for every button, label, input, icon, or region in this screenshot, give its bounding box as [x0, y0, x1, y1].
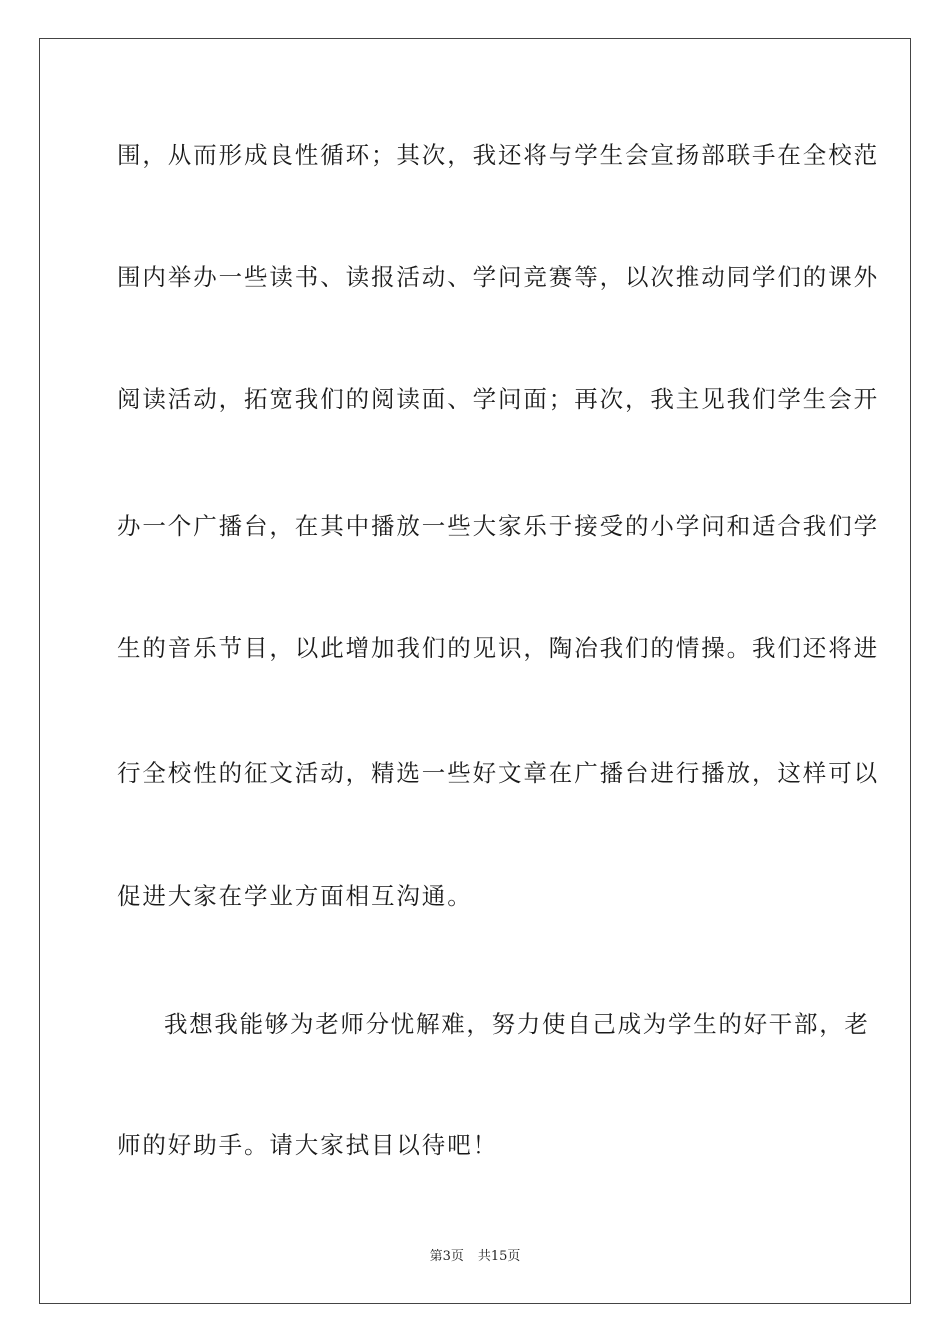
- page-total: 共15页: [477, 1249, 521, 1264]
- page-number: 第3页: [429, 1249, 464, 1264]
- paragraph-line: 行全校性的征文活动，精选一些好文章在广播台进行播放，这样可以: [117, 759, 879, 787]
- page-border: [39, 38, 911, 1304]
- page-footer: [0, 1248, 950, 1266]
- paragraph-line: 办一个广播台，在其中播放一些大家乐于接受的小学问和适合我们学: [117, 512, 879, 540]
- paragraph-line: 生的音乐节目，以此增加我们的见识，陶冶我们的情操。我们还将进: [117, 634, 879, 662]
- paragraph-line: 师的好助手。请大家拭目以待吧！: [117, 1131, 498, 1159]
- paragraph-line: 我想我能够为老师分忧解难，努力使自己成为学生的好干部，老: [164, 1010, 870, 1038]
- paragraph-line: 围，从而形成良性循环；其次，我还将与学生会宣扬部联手在全校范: [117, 141, 879, 169]
- paragraph-line: 促进大家在学业方面相互沟通。: [117, 882, 473, 910]
- paragraph-line: 阅读活动，拓宽我们的阅读面、学问面；再次，我主见我们学生会开: [117, 385, 879, 413]
- paragraph-line: 围内举办一些读书、读报活动、学问竞赛等，以次推动同学们的课外: [117, 263, 879, 291]
